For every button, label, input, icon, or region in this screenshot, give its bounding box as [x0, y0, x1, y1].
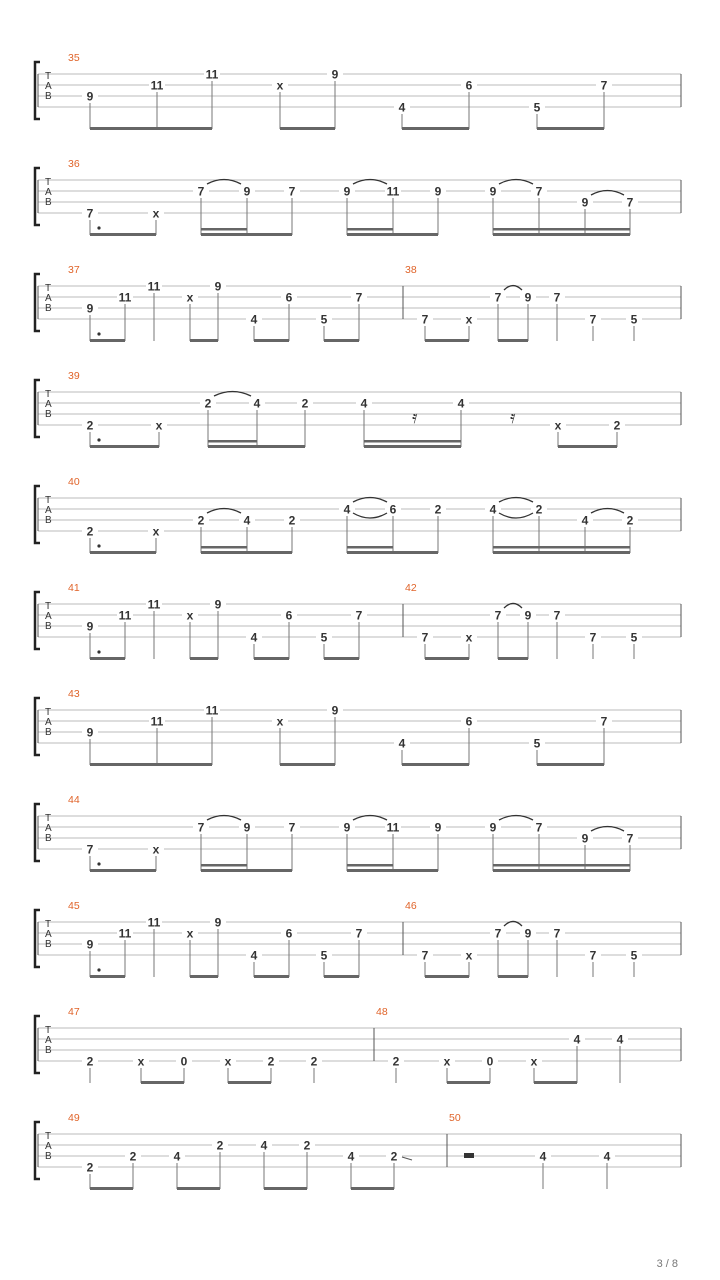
tab-clef-letter: A	[45, 611, 52, 622]
beam	[280, 127, 335, 130]
fret-number: 0	[180, 1054, 188, 1069]
dead-note: x	[155, 418, 163, 433]
beam	[254, 657, 289, 660]
tab-clef-letter: B	[45, 515, 52, 526]
fret-number: 2	[86, 1160, 94, 1175]
rest-symbol: 𝄿	[412, 407, 418, 428]
beam	[498, 657, 528, 660]
fret-number: 7	[288, 184, 296, 199]
dead-note: x	[186, 290, 194, 305]
fret-number: 9	[243, 820, 251, 835]
beam	[190, 975, 218, 978]
fret-number: 4	[539, 1149, 547, 1164]
measure-number: 35	[68, 52, 80, 64]
tab-clef-letter: A	[45, 293, 52, 304]
beam	[493, 869, 630, 872]
fret-number: 6	[465, 714, 473, 729]
beam	[537, 127, 604, 130]
measure-number: 43	[68, 688, 80, 700]
fret-number: 2	[535, 502, 543, 517]
fret-number: 4	[250, 948, 258, 963]
fret-number: 11	[118, 926, 132, 941]
fret-number: 4	[489, 502, 497, 517]
fret-number: 11	[386, 820, 400, 835]
tab-system	[35, 794, 681, 872]
beam	[324, 339, 359, 342]
dead-note: x	[465, 630, 473, 645]
fret-number: 4	[398, 736, 406, 751]
beam	[280, 763, 335, 766]
page-number: 3 / 8	[656, 1258, 678, 1270]
beam	[208, 445, 305, 448]
fret-number: 2	[434, 502, 442, 517]
fret-number: 7	[355, 926, 363, 941]
fret-number: 9	[214, 915, 222, 930]
measure-number: 46	[405, 900, 417, 912]
dead-note: x	[465, 948, 473, 963]
fret-number: 7	[589, 948, 597, 963]
dead-note: x	[443, 1054, 451, 1069]
fret-number: 7	[600, 78, 608, 93]
secondary-beam	[364, 440, 461, 443]
dead-note: x	[276, 714, 284, 729]
fret-number: 6	[285, 926, 293, 941]
beam	[347, 869, 438, 872]
fret-number: 4	[260, 1138, 268, 1153]
beam	[90, 127, 212, 130]
fret-number: 2	[86, 418, 94, 433]
tab-clef-letter: B	[45, 939, 52, 950]
fret-number: 2	[301, 396, 309, 411]
fret-number: 11	[205, 67, 219, 82]
beam	[498, 339, 528, 342]
tab-clef-letter: T	[45, 389, 52, 400]
rhythm-dot	[97, 332, 100, 335]
beam	[201, 869, 292, 872]
fret-number: 7	[494, 926, 502, 941]
fret-number: 7	[589, 630, 597, 645]
beam	[537, 763, 604, 766]
fret-number: 9	[331, 67, 339, 82]
tab-clef-letter: A	[45, 187, 52, 198]
beam	[90, 551, 156, 554]
beam	[324, 975, 359, 978]
fret-number: 6	[389, 502, 397, 517]
dead-note: x	[224, 1054, 232, 1069]
fret-number: 4	[347, 1149, 355, 1164]
fret-number: 2	[626, 513, 634, 528]
tab-system	[35, 582, 681, 660]
beam	[558, 445, 617, 448]
fret-number: 7	[421, 312, 429, 327]
tab-system	[35, 900, 681, 978]
beam	[228, 1081, 271, 1084]
fret-number: 6	[465, 78, 473, 93]
tab-clef-letter: A	[45, 929, 52, 940]
tab-clef-letter: B	[45, 409, 52, 420]
secondary-beam	[347, 546, 393, 549]
tab-clef-letter: T	[45, 707, 52, 718]
fret-number: 11	[147, 915, 161, 930]
secondary-beam	[201, 864, 247, 867]
fret-number: 4	[398, 100, 406, 115]
fret-number: 4	[173, 1149, 181, 1164]
fret-number: 4	[603, 1149, 611, 1164]
fret-number: 6	[285, 608, 293, 623]
fret-number: 9	[434, 820, 442, 835]
tab-clef-letter: T	[45, 1025, 52, 1036]
beam	[534, 1081, 577, 1084]
secondary-beam	[201, 546, 247, 549]
tab-clef-letter: T	[45, 601, 52, 612]
fret-number: 2	[216, 1138, 224, 1153]
rest-symbol: 𝄿	[510, 407, 516, 428]
fret-number: 9	[331, 703, 339, 718]
fret-number: 9	[86, 89, 94, 104]
measure-number: 45	[68, 900, 80, 912]
fret-number: 7	[197, 820, 205, 835]
fret-number: 7	[626, 195, 634, 210]
fret-number: 9	[86, 725, 94, 740]
fret-number: 4	[253, 396, 261, 411]
fret-number: 9	[214, 597, 222, 612]
fret-number: 4	[250, 312, 258, 327]
beam	[90, 657, 125, 660]
fret-number: 11	[205, 703, 219, 718]
fret-number: 9	[343, 184, 351, 199]
rhythm-dot	[97, 226, 100, 229]
measure-number: 49	[68, 1112, 80, 1124]
secondary-beam	[493, 228, 630, 231]
dead-note: x	[152, 206, 160, 221]
tab-clef-letter: T	[45, 1131, 52, 1142]
fret-number: 4	[581, 513, 589, 528]
fret-number: 5	[630, 312, 638, 327]
fret-number: 11	[118, 608, 132, 623]
beam	[90, 869, 156, 872]
beam	[90, 445, 159, 448]
fret-number: 2	[197, 513, 205, 528]
measure-number: 40	[68, 476, 80, 488]
tab-clef-letter: T	[45, 813, 52, 824]
fret-number: 4	[360, 396, 368, 411]
fret-number: 7	[494, 608, 502, 623]
fret-number: 7	[553, 926, 561, 941]
beam	[425, 339, 469, 342]
beam	[402, 763, 469, 766]
beam	[254, 975, 289, 978]
secondary-beam	[347, 864, 393, 867]
fret-number: 7	[626, 831, 634, 846]
fret-number: 9	[524, 926, 532, 941]
fret-number: 6	[285, 290, 293, 305]
beam	[347, 551, 438, 554]
tab-clef-letter: A	[45, 717, 52, 728]
beam	[493, 551, 630, 554]
fret-number: 4	[616, 1032, 624, 1047]
tab-clef-letter: B	[45, 833, 52, 844]
fret-number: 0	[486, 1054, 494, 1069]
beam	[447, 1081, 490, 1084]
half-rest	[464, 1153, 474, 1158]
dead-note: x	[137, 1054, 145, 1069]
fret-number: 7	[553, 290, 561, 305]
rhythm-dot	[97, 862, 100, 865]
fret-number: 7	[494, 290, 502, 305]
fret-number: 7	[355, 290, 363, 305]
fret-number: 11	[118, 290, 132, 305]
beam	[90, 763, 212, 766]
fret-number: 2	[267, 1054, 275, 1069]
tab-clef-letter: A	[45, 81, 52, 92]
fret-number: 2	[86, 1054, 94, 1069]
fret-number: 11	[386, 184, 400, 199]
beam	[498, 975, 528, 978]
tab-system	[35, 1006, 681, 1084]
fret-number: 9	[343, 820, 351, 835]
fret-number: 11	[150, 78, 164, 93]
beam	[425, 657, 469, 660]
rhythm-dot	[97, 968, 100, 971]
fret-number: 7	[86, 842, 94, 857]
dead-note: x	[186, 608, 194, 623]
fret-number: 7	[421, 630, 429, 645]
measure-number: 48	[376, 1006, 388, 1018]
beam	[351, 1187, 394, 1190]
dead-note: x	[186, 926, 194, 941]
measure-number: 39	[68, 370, 80, 382]
beam	[264, 1187, 307, 1190]
secondary-beam	[493, 546, 630, 549]
fret-number: 7	[535, 820, 543, 835]
fret-number: 7	[197, 184, 205, 199]
fret-number: 4	[243, 513, 251, 528]
tab-system	[35, 476, 681, 554]
measure-number: 44	[68, 794, 80, 806]
beam	[141, 1081, 184, 1084]
fret-number: 11	[147, 597, 161, 612]
fret-number: 7	[288, 820, 296, 835]
fret-number: 5	[533, 100, 541, 115]
fret-number: 9	[434, 184, 442, 199]
fret-number: 9	[581, 195, 589, 210]
fret-number: 4	[457, 396, 465, 411]
fret-number: 4	[573, 1032, 581, 1047]
rhythm-dot	[97, 544, 100, 547]
secondary-beam	[493, 864, 630, 867]
beam	[190, 657, 218, 660]
measure-number: 37	[68, 264, 80, 276]
rhythm-dot	[97, 438, 100, 441]
fret-number: 7	[535, 184, 543, 199]
dead-note: x	[276, 78, 284, 93]
fret-number: 2	[310, 1054, 318, 1069]
fret-number: 9	[243, 184, 251, 199]
tab-system	[35, 158, 681, 236]
fret-number: 11	[147, 279, 161, 294]
beam	[201, 233, 292, 236]
fret-number: 5	[630, 630, 638, 645]
tab-clef-letter: T	[45, 71, 52, 82]
fret-number: 4	[343, 502, 351, 517]
beam	[254, 339, 289, 342]
dead-note: x	[152, 524, 160, 539]
fret-number: 7	[355, 608, 363, 623]
fret-number: 2	[613, 418, 621, 433]
dead-note: x	[465, 312, 473, 327]
fret-number: 9	[524, 290, 532, 305]
beam	[90, 339, 125, 342]
secondary-beam	[201, 228, 247, 231]
fret-number: 9	[489, 820, 497, 835]
dead-note: x	[554, 418, 562, 433]
fret-number: 2	[303, 1138, 311, 1153]
fret-number: 5	[320, 312, 328, 327]
measure-number: 36	[68, 158, 80, 170]
fret-number: 2	[204, 396, 212, 411]
fret-number: 9	[86, 301, 94, 316]
secondary-beam	[347, 228, 393, 231]
tab-clef-letter: A	[45, 823, 52, 834]
beam	[90, 975, 125, 978]
fret-number: 2	[129, 1149, 137, 1164]
beam	[324, 657, 359, 660]
fret-number: 9	[489, 184, 497, 199]
fret-number: 2	[86, 524, 94, 539]
dead-note: x	[530, 1054, 538, 1069]
tab-clef-letter: B	[45, 197, 52, 208]
beam	[190, 339, 218, 342]
tab-clef-letter: B	[45, 727, 52, 738]
fret-number: 2	[392, 1054, 400, 1069]
tab-clef-letter: B	[45, 1151, 52, 1162]
tab-system	[35, 52, 681, 130]
tab-clef-letter: A	[45, 505, 52, 516]
tab-clef-letter: T	[45, 177, 52, 188]
fret-number: 5	[320, 630, 328, 645]
beam	[364, 445, 461, 448]
tab-system	[35, 264, 681, 342]
tab-system	[35, 688, 681, 766]
fret-number: 9	[86, 937, 94, 952]
fret-number: 9	[524, 608, 532, 623]
tab-clef-letter: B	[45, 303, 52, 314]
fret-number: 2	[288, 513, 296, 528]
secondary-beam	[208, 440, 257, 443]
fret-number: 7	[553, 608, 561, 623]
beam	[402, 127, 469, 130]
fret-number: 5	[320, 948, 328, 963]
beam	[90, 1187, 133, 1190]
rhythm-dot	[97, 650, 100, 653]
tab-clef-letter: A	[45, 1035, 52, 1046]
tab-system	[35, 370, 681, 448]
fret-number: 5	[533, 736, 541, 751]
beam	[177, 1187, 220, 1190]
beam	[425, 975, 469, 978]
fret-number: 2	[390, 1149, 398, 1164]
beam	[201, 551, 292, 554]
fret-number: 4	[250, 630, 258, 645]
tab-clef-letter: B	[45, 1045, 52, 1056]
fret-number: 9	[581, 831, 589, 846]
tie	[499, 513, 533, 518]
fret-number: 7	[86, 206, 94, 221]
tab-system	[35, 1112, 681, 1190]
beam	[493, 233, 630, 236]
fret-number: 7	[421, 948, 429, 963]
beam	[90, 233, 156, 236]
fret-number: 7	[589, 312, 597, 327]
fret-number: 11	[150, 714, 164, 729]
tab-clef-letter: T	[45, 919, 52, 930]
fret-number: 7	[600, 714, 608, 729]
tie	[353, 513, 387, 518]
beam	[347, 233, 438, 236]
fret-number: 5	[630, 948, 638, 963]
tab-clef-letter: B	[45, 621, 52, 632]
tab-clef-letter: A	[45, 1141, 52, 1152]
fret-number: 9	[214, 279, 222, 294]
measure-number: 41	[68, 582, 80, 594]
measure-number: 38	[405, 264, 417, 276]
tab-clef-letter: T	[45, 495, 52, 506]
measure-number: 47	[68, 1006, 80, 1018]
measure-number: 50	[449, 1112, 461, 1124]
slide-mark	[402, 1157, 412, 1160]
tab-clef-letter: B	[45, 91, 52, 102]
tab-clef-letter: A	[45, 399, 52, 410]
dead-note: x	[152, 842, 160, 857]
measure-number: 42	[405, 582, 417, 594]
tab-clef-letter: T	[45, 283, 52, 294]
fret-number: 9	[86, 619, 94, 634]
